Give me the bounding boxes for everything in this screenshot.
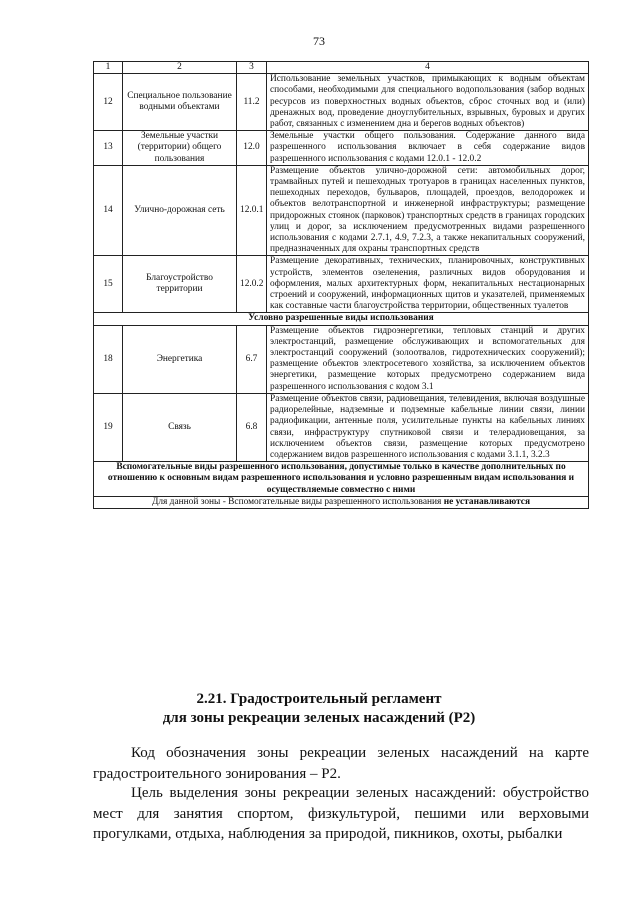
- page-number: 73: [313, 34, 325, 48]
- table-row: [94, 74, 589, 131]
- row-number: 19: [94, 393, 123, 461]
- row-number: 18: [94, 325, 123, 393]
- section-row-conditional: [94, 313, 589, 325]
- use-code: 12.0.2: [237, 256, 267, 313]
- header-cell-4: 4: [267, 62, 589, 74]
- use-name: Благоустройство территории: [123, 256, 237, 313]
- table-row: [94, 165, 589, 256]
- table-row: [94, 131, 589, 166]
- use-code: 6.7: [237, 325, 267, 393]
- row-number: 15: [94, 256, 123, 313]
- row-number: 13: [94, 131, 123, 166]
- use-description: Земельные участки общего пользования. Содержание данного вида разрешенного использования включает в себя содержание видов разрешенного использования с кодами 12.0.1 - 12.0.2: [267, 131, 589, 166]
- use-description: Размещение объектов связи, радиовещания, телевидения, включая воздушные радиорелейные, надземные и подземные кабельные линии связи, линии радиофикации, антенные поля, усилительные пункты на кабельных линиях связи, инфраструктуру спутниковой связи и телерадиовещания, за исключением объектов связи, размещение которых предусмотрено содержанием видов разрешенного использования с кодами 3.1.1, 3.2.3: [267, 393, 589, 461]
- table-row: [94, 256, 589, 313]
- row-number: 14: [94, 165, 123, 256]
- use-description: Размещение объектов улично-дорожной сети: автомобильных дорог, трамвайных путей и пешеходных тротуаров в границах населенных пунктов, пешеходных переходов, бульваров, площадей, проездов, велодорожек и объектов велотранспортной и инженерной инфраструктуры; размещение придорожных стоянок (парковок) транспортных средств в границах городских улиц и дорог, за исключением предусмотренных видами разрешенного использования с кодами 2.7.1, 4.9, 7.2.3, а также некапитальных сооружений, предназначенных для охраны транспортных средств: [267, 165, 589, 256]
- note-bold: не устанавливаются: [443, 496, 531, 507]
- paragraph-zone-code: Код обозначения зоны рекреации зеленых насаждений на карте градостроительного зонирования – Р2.: [93, 745, 589, 782]
- use-name: Энергетика: [123, 325, 237, 393]
- use-code: 6.8: [237, 393, 267, 461]
- paragraph-zone-purpose: Цель выделения зоны рекреации зеленых насаждений: обустройство мест для занятия спортом, физкультурой, пешими или верховыми прогулками, отдыха, наблюдения за природой, пикников, охоты, рыбалки: [93, 785, 589, 842]
- use-name: Улично-дорожная сеть: [123, 165, 237, 256]
- use-name: Связь: [123, 393, 237, 461]
- header-cell-1: 1: [94, 62, 123, 74]
- use-code: 11.2: [237, 74, 267, 131]
- land-use-table: [93, 61, 589, 509]
- row-number: 12: [94, 74, 123, 131]
- use-name: Специальное пользование водными объектами: [123, 74, 237, 131]
- auxiliary-uses-heading: Вспомогательные виды разрешенного использования, допустимые только в качестве дополнительных по отношению к основным видам разрешенного использования и условно разрешенным видам использования и осуществляемые совместно с ними: [94, 462, 589, 497]
- use-name: Земельные участки (территории) общего пользования: [123, 131, 237, 166]
- conditional-uses-heading: Условно разрешенные виды использования: [94, 313, 589, 325]
- table-header-row: [94, 62, 589, 74]
- use-code: 12.0.1: [237, 165, 267, 256]
- section-title-line-2: для зоны рекреации зеленых насаждений (Р2): [162, 710, 476, 726]
- header-cell-3: 3: [237, 62, 267, 74]
- section-row-auxiliary: [94, 462, 589, 497]
- use-description: Размещение объектов гидроэнергетики, тепловых станций и других электростанций, размещение обслуживающих и вспомогательных для электростанций сооружений (золоотвалов, гидротехнических сооружений); размещение объектов электросетевого хозяйства, за исключением объектов энергетики, размещение которых предусмотрено содержанием вида разрешенного использования с кодом 3.1: [267, 325, 589, 393]
- header-cell-2: 2: [123, 62, 237, 74]
- note-prefix: Для данной зоны - Вспомогательные виды разрешенного использования: [151, 496, 444, 507]
- section-heading: [0, 690, 638, 728]
- use-code: 12.0: [237, 131, 267, 166]
- table-row: [94, 393, 589, 461]
- use-description: Использование земельных участков, примыкающих к водным объектам способами, необходимыми для специального водопользования (забор водных ресурсов из поверхностных водных объектов, сброс сточных вод и (или) дренажных вод, проведение дноуглубительных, взрывных, буровых и других работ, связанных с изменением дна и берегов водных объектов): [267, 74, 589, 131]
- note-row: [94, 496, 589, 508]
- table-row: [94, 325, 589, 393]
- zone-note: [94, 496, 589, 508]
- section-title-line-1: 2.21. Градостроительный регламент: [196, 691, 442, 707]
- use-description: Размещение декоративных, технических, планировочных, конструктивных устройств, элементов озеленения, различных видов оборудования и оформления, малых архитектурных форм, некапитальных нестационарных строений и сооружений, информационных щитов и указателей, применяемых как составные части благоустройства территории, общественных туалетов: [267, 256, 589, 313]
